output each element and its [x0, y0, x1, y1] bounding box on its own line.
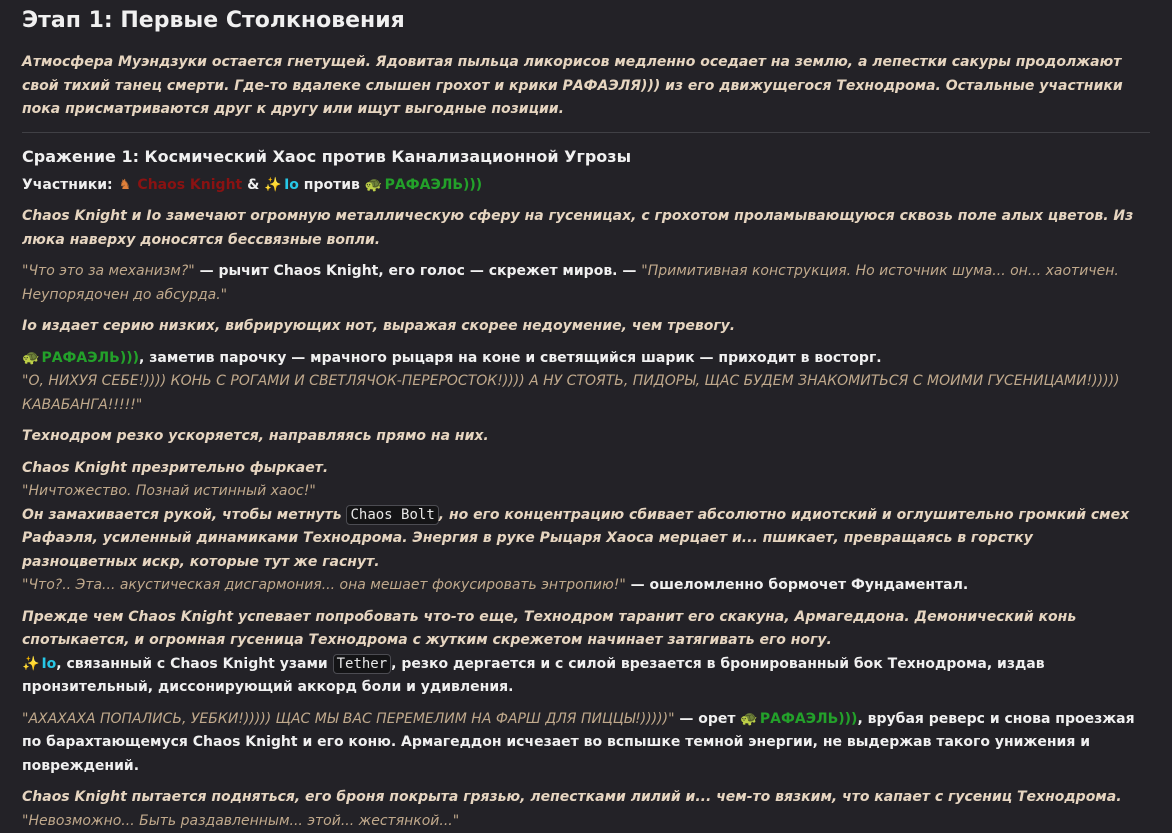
- raphael-name: РАФАЭЛЬ))): [41, 349, 140, 366]
- participant-io: Io: [284, 176, 299, 193]
- narration-text: , заметив парочку — мрачного рыцаря на коне и светящийся шарик — приходит в восторг.: [139, 349, 882, 366]
- quote-chaos-knight-5: "Невозможно... Быть раздавленным... этой... жестянкой...": [22, 812, 460, 829]
- narration-text: Он замахивается рукой, чтобы метнуть: [22, 506, 347, 523]
- quote-chaos-knight-4: "Что?.. Эта... акустическая дисгармония... она мешает фокусировать энтропию!": [22, 577, 626, 593]
- paragraph-9: [22, 786, 1150, 833]
- sparkle-icon: ✨: [264, 176, 282, 193]
- paragraph-6: [22, 457, 1150, 598]
- narration-text: — рычит Chaos Knight, его голос — скрежет миров. —: [194, 263, 642, 279]
- turtle-icon: 🐢: [740, 710, 758, 727]
- versus-text: против: [298, 176, 365, 193]
- sparkle-icon: ✨: [22, 655, 40, 672]
- participants-label: Участники:: [22, 176, 113, 193]
- knight-icon: ♞: [118, 176, 132, 193]
- intro-paragraph: Атмосфера Муэндзуки остается гнетущей. Ядовитая пыльца ликорисов медленно оседает на землю, а лепестки сакуры продолжают свой тихий танец смерти. Где-то вдалеке слышен грохот и крики РАФАЭЛЯ))) из его движущегося Технодрома. Остальные участники пока присматриваются друг к другу или ищут выгодные позиции.: [22, 54, 1123, 117]
- narration-text: , но его концентрацию сбивает абсолютно идиотский и оглушительно громкий смех Рафаэля, усиленный динамиками Технодрома. Энергия в руке Рыцаря Хаоса мерцает и... пшикает, превращаясь в горстку разноцветных искр, которые тут же гаснут.: [22, 506, 1130, 570]
- ability-tether: Tether: [333, 654, 392, 674]
- paragraph-5: Технодром резко ускоряется, направляясь прямо на них.: [22, 428, 489, 444]
- quote-chaos-knight-2: "Примитивная конструкция. Но источник шума... он... хаотичен. Неупорядочен до абсурда.": [22, 263, 1119, 303]
- paragraph-7: [22, 606, 1150, 700]
- io-name: Io: [41, 655, 57, 672]
- turtle-icon: 🐢: [364, 176, 383, 193]
- narration-text: Chaos Knight пытается подняться, его броня покрыта грязью, лепестками лилий и... чем-то вязким, что капает с гусениц Технодрома.: [22, 789, 1122, 805]
- paragraph-8: [22, 708, 1150, 779]
- narration-text: — орет: [674, 710, 741, 727]
- narration-text: Прежде чем Chaos Knight успевает попробовать что-то еще, Технодром таранит его скакуна, Армагеддона. Демонический конь спотыкается, и огромная гусеница Технодрома с жутким скрежетом начинает затягивать его ногу.: [22, 608, 1077, 648]
- quote-chaos-knight-3: "Ничтожество. Познай истинный хаос!": [22, 483, 316, 499]
- narration-text: , резко дергается и с силой врезается в бронированный бок Технодрома, издав пронзительный, диссонирующий аккорд боли и удивления.: [22, 655, 1045, 695]
- quote-raphael-1: "О, НИХУЯ СЕБЕ!)))) КОНЬ С РОГАМИ И СВЕТЛЯЧОК-ПЕРЕРОСТОК!)))) А НУ СТОЯТЬ, ПИДОРЫ, ЩАС БУДЕМ ЗНАКОМИТЬСЯ С МОИМИ ГУСЕНИЦАМИ!))))) КАВАБАНГА!!!!!": [22, 373, 1120, 413]
- narration-text: , врубая реверс и снова проезжая по барахтающемуся Chaos Knight и его коню. Армагеддон исчезает во вспышке темной энергии, не выдержав такого унижения и повреждений.: [22, 710, 1135, 774]
- raphael-name: РАФАЭЛЬ))): [759, 710, 858, 727]
- narration-text: , связанный с Chaos Knight узами: [56, 655, 333, 672]
- quote-raphael-2: "АХАХАХА ПОПАЛИСЬ, УЕБКИ!))))) ЩАС МЫ ВАС ПЕРЕМЕЛИМ НА ФАРШ ДЛЯ ПИЦЦЫ!)))))": [22, 710, 675, 727]
- participant-chaos-knight: Chaos Knight: [137, 176, 243, 193]
- participants-line: [22, 174, 1150, 198]
- ampersand: &: [242, 176, 265, 193]
- quote-chaos-knight-1: "Что это за механизм?": [22, 263, 195, 279]
- battle-title: Сражение 1: Космический Хаос против Канализационной Угрозы: [22, 146, 632, 166]
- paragraph-3: Io издает серию низких, вибрирующих нот, выражая скорее недоумение, чем тревогу.: [22, 318, 736, 334]
- page-title: Этап 1: Первые Столкновения: [22, 8, 405, 33]
- ability-chaos-bolt: Chaos Bolt: [346, 505, 438, 525]
- narration-text: Chaos Knight презрительно фыркает.: [22, 459, 329, 476]
- turtle-icon: 🐢: [22, 349, 40, 366]
- narration-text: — ошеломленно бормочет Фундаментал.: [625, 577, 969, 593]
- paragraph-1: Chaos Knight и Io замечают огромную металлическую сферу на гусеницах, с грохотом проламывающуюся сквозь поле алых цветов. Из люка наверху доносятся бессвязные вопли.: [22, 208, 1134, 248]
- section-divider: [22, 132, 1150, 133]
- participant-raphael: РАФАЭЛЬ))): [384, 176, 483, 193]
- paragraph-4: [22, 347, 1150, 418]
- paragraph-2: [22, 260, 1150, 307]
